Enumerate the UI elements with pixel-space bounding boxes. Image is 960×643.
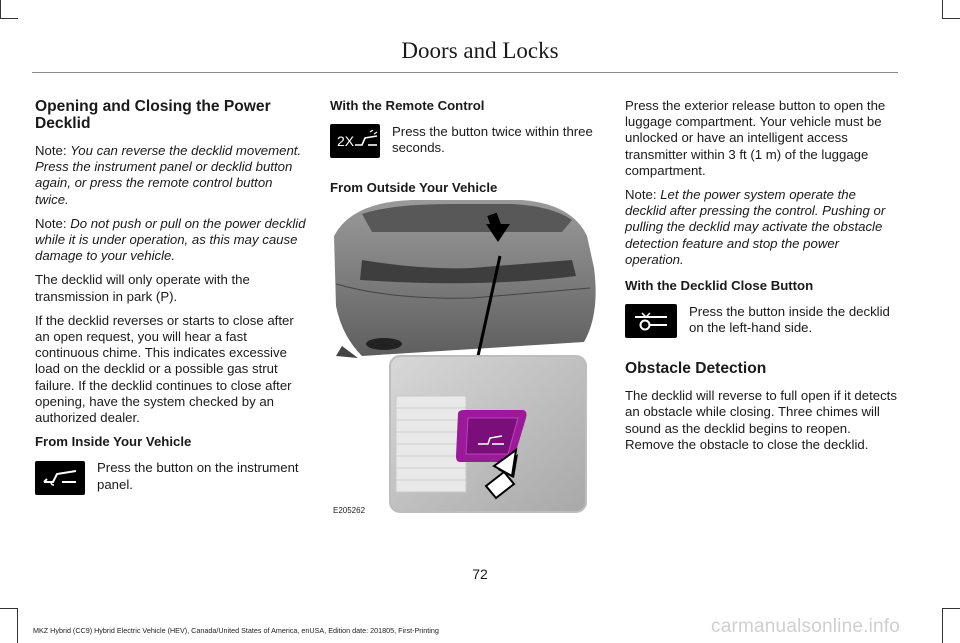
figure-code: E205262 xyxy=(333,506,366,515)
subheading-decklid-close-button: With the Decklid Close Button xyxy=(625,278,814,294)
remote-instruction xyxy=(330,124,602,158)
crop-mark xyxy=(942,608,943,643)
column-left xyxy=(35,98,307,495)
title-divider xyxy=(32,72,898,73)
decklid-exterior-release-illustration xyxy=(332,196,606,518)
paragraph-park: The decklid will only operate with the transmission in park (P). xyxy=(35,272,250,304)
section-heading-obstacle-detection: Obstacle Detection xyxy=(625,360,767,378)
instruction-text: Press the button on the instrument panel. xyxy=(97,460,299,492)
column-right xyxy=(625,98,897,461)
note-label: Note: xyxy=(35,143,67,158)
instruction-text: Press the button inside the decklid on the left-hand side. xyxy=(689,304,890,336)
subheading-outside-vehicle: From Outside Your Vehicle xyxy=(330,180,498,196)
note-text: Do not push or pull on the power decklid while it is under operation, as this may cause damage to your vehicle. xyxy=(35,215,306,264)
paragraph-obstacle: The decklid will reverse to full open if it detects an obstacle while closing. Three chimes will sound as the decklid begins to reopen. Remove the obstacle to close the decklid. xyxy=(625,388,897,452)
column-middle xyxy=(330,98,602,206)
note-label: Note: xyxy=(35,215,67,231)
crop-mark xyxy=(942,608,960,609)
subheading-inside-vehicle: From Inside Your Vehicle xyxy=(35,434,192,450)
note-no-push xyxy=(35,216,307,265)
paragraph-chime: If the decklid reverses or starts to close after an open request, you will hear a fast continuous chime. This indicates excessive load on the decklid or a possible gas strut failure. If the decklid continues to close after opening, have the system checked by an authorized dealer. xyxy=(35,312,294,426)
watermark: carmanualsonline.info xyxy=(711,616,901,637)
subheading-remote-control: With the Remote Control xyxy=(330,98,485,113)
paragraph-exterior-release: Press the exterior release button to open the luggage compartment. Your vehicle must be unlocked or have an intelligent access transmitter within 3 ft (1 m) of the luggage compartment. xyxy=(625,98,886,178)
crop-mark xyxy=(17,608,18,643)
remote-icon-label: 2X xyxy=(337,133,355,150)
page-title: Doors and Locks xyxy=(401,38,559,63)
page-number: 72 xyxy=(472,566,488,582)
note-text: You can reverse the decklid movement. Press the instrument panel or decklid button again, or press the remote control button twice. xyxy=(35,143,302,207)
note-reverse xyxy=(35,143,307,208)
crop-mark xyxy=(942,18,960,19)
section-heading-power-decklid: Opening and Closing the Power Decklid xyxy=(35,98,271,132)
note-power-operation xyxy=(625,187,897,268)
decklid-release-icon xyxy=(35,461,85,495)
edition-info: MKZ Hybrid (CC9) Hybrid Electric Vehicle (HEV), Canada/United States of America, enUSA, Edition date: 201805, First-Printing xyxy=(33,626,439,635)
crop-mark xyxy=(942,0,943,18)
close-button-instruction xyxy=(625,304,897,338)
crop-mark xyxy=(0,608,18,609)
decklid-close-icon xyxy=(625,304,677,338)
note-label: Note: xyxy=(625,187,657,203)
instrument-panel-instruction xyxy=(35,460,307,495)
remote-trunk-2x-icon xyxy=(330,124,380,158)
note-text: Let the power system operate the decklid after pressing the control. Pushing or pulling the decklid may activate the obstacle detection feature and stop the power operation. xyxy=(625,187,886,267)
crop-mark xyxy=(0,18,18,19)
crop-mark xyxy=(0,0,1,18)
instruction-text: Press the button twice within three seconds. xyxy=(392,124,593,156)
